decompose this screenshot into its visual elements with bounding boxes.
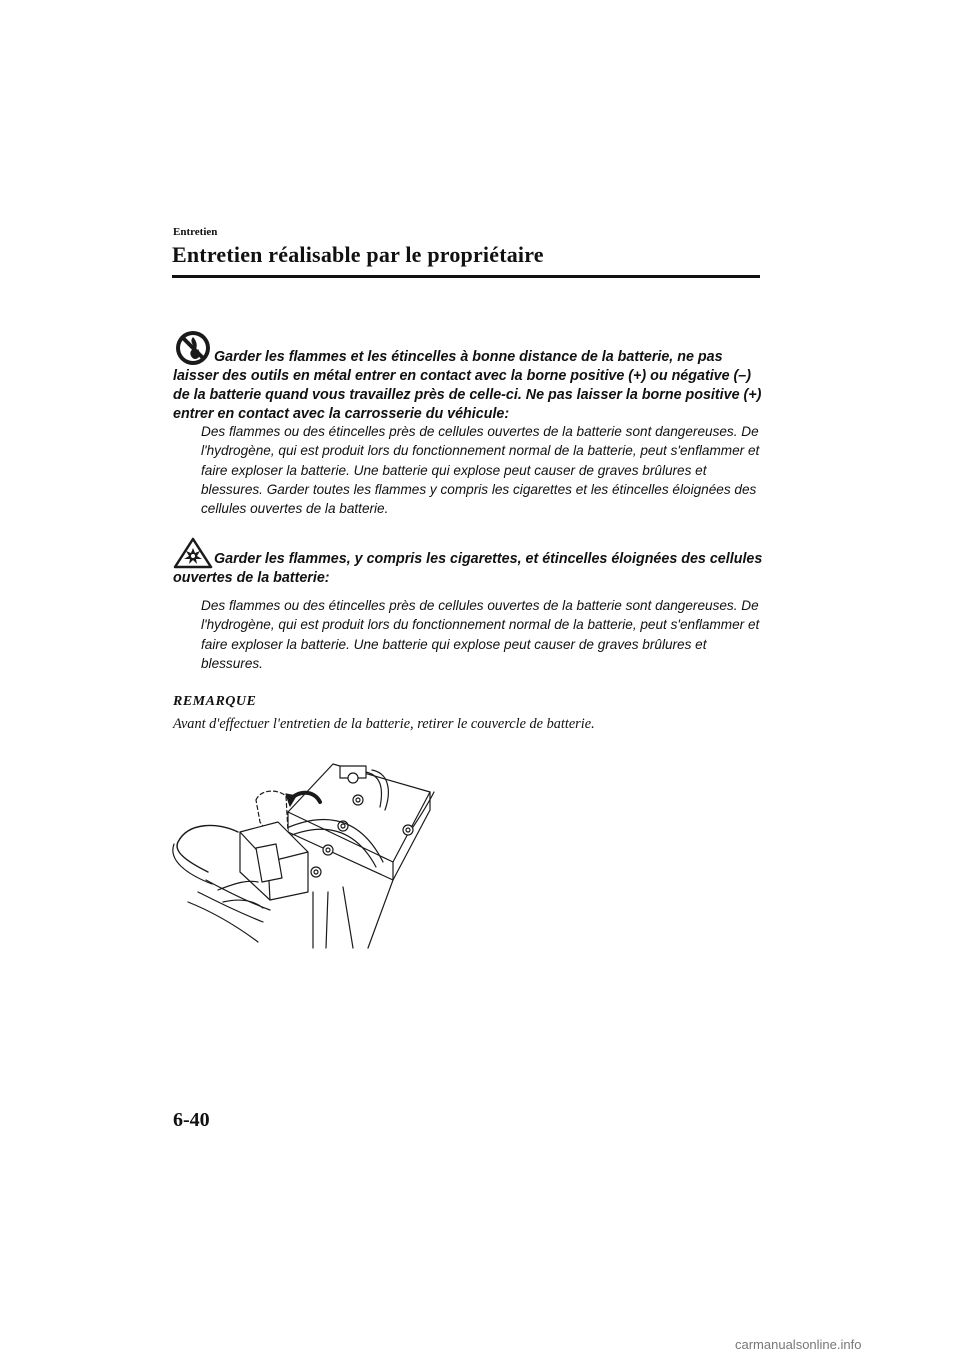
warning-no-flame-body: Des flammes ou des étincelles près de cellules ouvertes de la batterie sont dangereuses. De l'hydrogène, qui est produit lors du fonctionnement normal de la batterie, peut s'enflammer et faire exploser la batterie. Une batterie qui explose peut causer de graves brûlures et blessures. Garder toutes les flammes y compris les cigarettes et les étincelles éloignées des cellules ouvertes de la batterie. [201, 424, 760, 517]
note-text: Avant d'effectuer l'entretien de la batterie, retirer le couvercle de batterie. [173, 716, 595, 732]
note-heading: REMARQUE [173, 694, 257, 709]
warning-no-flame-heading: Garder les flammes et les étincelles à bonne distance de la batterie, ne pas laisser des outils en métal entrer en contact avec la borne positive (+) ou négative (–) de la batterie quand vous travaillez près de celle-ci. Ne pas laisser la borne positive (+) entrer en contact avec la carrosserie du véhicule: [173, 349, 762, 422]
title-divider [172, 275, 760, 278]
warning-no-flame-heading-block [173, 329, 765, 424]
warning-no-flame [173, 329, 765, 424]
footer-watermark[interactable]: carmanualsonline.info [735, 1337, 862, 1352]
explosion-warning-icon [173, 537, 213, 569]
warning-explosion-heading: Garder les flammes, y compris les cigarettes, et étincelles éloignées des cellules ouvertes de la batterie: [173, 551, 763, 586]
page-title: Entretien réalisable par le propriétaire [172, 242, 544, 267]
warning-explosion [173, 537, 765, 588]
battery-cover-illustration [168, 752, 440, 952]
section-label: Entretien [173, 226, 218, 238]
page-number: 6-40 [173, 1109, 210, 1131]
no-flame-icon [173, 329, 213, 367]
warning-explosion-heading-block [173, 537, 765, 588]
warning-explosion-body: Des flammes ou des étincelles près de cellules ouvertes de la batterie sont dangereuses. De l'hydrogène, qui est produit lors du fonctionnement normal de la batterie, peut s'enflammer et faire exploser la batterie. Une batterie qui explose peut causer de graves brûlures et blessures. [201, 598, 760, 671]
